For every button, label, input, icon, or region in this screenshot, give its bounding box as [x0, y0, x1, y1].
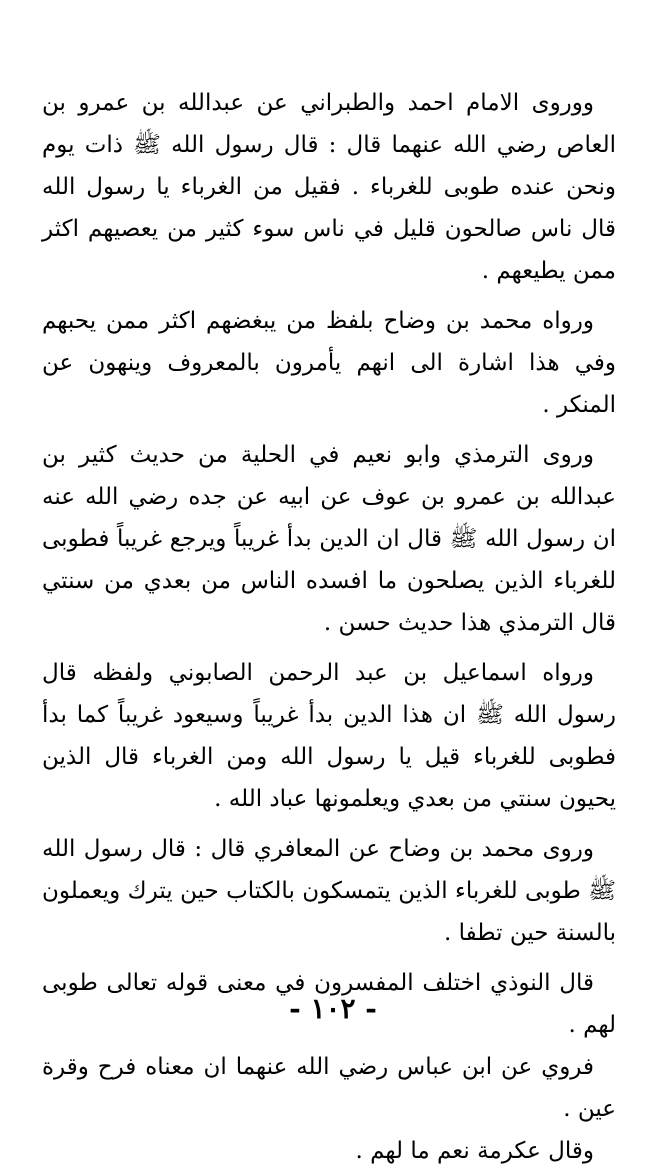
paragraph-6: قال النوذي اختلف المفسرون في معنى قوله تعالى طوبى لهم . — [42, 970, 616, 1038]
paragraph-2: ورواه محمد بن وضاح بلفظ من يبغضهم اكثر ممن يحبهم وفي هذا اشارة الى انهم يأمرون بالمعروف وينهون عن المنكر . — [42, 308, 616, 418]
paragraph-3: وروى الترمذي وابو نعيم في الحلية من حديث كثير بن عبدالله بن عمرو بن عوف عن ابيه عن جده رضي الله عنه ان رسول الله ﷺ قال ان الدين بدأ غريباً ويرجع غريباً فطوبى للغرباء الذين يصلحون ما افسده الناس من بعدي من سنتي قال الترمذي هذا حديث حسن . — [42, 442, 616, 636]
paragraph-5: وروى محمد بن وضاح عن المعافري قال : قال رسول الله ﷺ طوبى للغرباء الذين يتمسكون بالكتاب حين يترك ويعملون بالسنة حين تطفا . — [42, 836, 616, 946]
paragraph-1: ووروى الامام احمد والطبراني عن عبدالله بن عمرو بن العاص رضي الله عنهما قال : قال رسول الله ﷺ ذات يوم ونحن عنده طوبى للغرباء . فقيل من الغرباء يا رسول الله قال ناس صالحون قليل في ناس سوء كثير من يعصيهم اكثر ممن يطيعهم . — [42, 90, 616, 284]
paragraph-8: وقال عكرمة نعم ما لهم . — [355, 1138, 594, 1164]
paragraph-4: ورواه اسماعيل بن عبد الرحمن الصابوني ولفظه قال رسول الله ﷺ ان هذا الدين بدأ غريباً وسيعود غريباً كما بدأ فطوبى للغرباء قيل يا رسول الله ومن الغرباء قال الذين يحيون سنتي من بعدي ويعلمونها عباد الله . — [42, 660, 616, 812]
page-number: - ١٠٢ - — [289, 992, 377, 1025]
paragraph-7: فروي عن ابن عباس رضي الله عنهما ان معناه فرح وقرة عين . — [42, 1054, 616, 1122]
